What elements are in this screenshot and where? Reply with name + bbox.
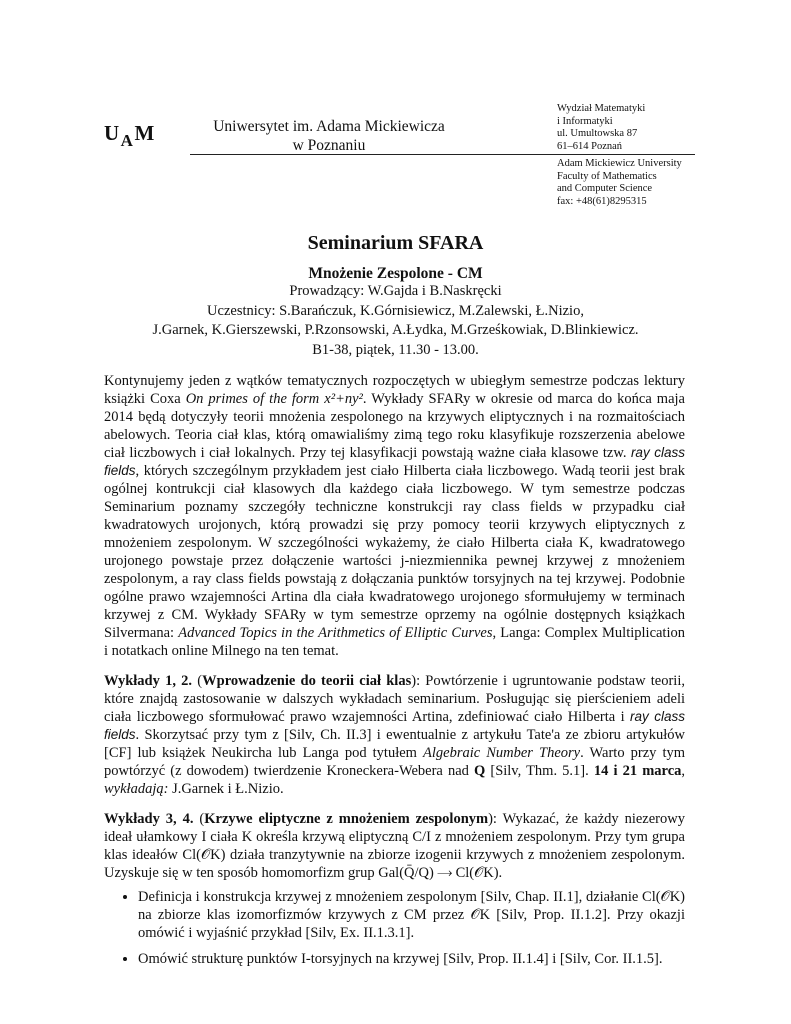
lecture-label: Wykłady 3, 4.: [104, 811, 194, 827]
address-line: 61–614 Poznań: [557, 140, 623, 152]
term-ray-class-fields: ray class fields: [104, 445, 686, 478]
list-item: • Omówić strukturę punktów I-torsyjnych na krzywej [Silv, Prop. II.1.4] i [Silv, Cor. II.1.5].: [138, 950, 685, 968]
intro-paragraph: [104, 372, 685, 660]
lecture-3-4-paragraph: Wykłady 3, 4. (Krzywe eliptyczne z mnożeniem zespolonym): Wykazać, że każdy niezerowy ideał ułamkowy I ciała K określa krzywą eliptyczną C/I z mnożeniem zespolonym. Przy tym grupa klas ideałów Cl(𝒪K) działa tranzytywnie na zbiorze izogenii krzywych z mnożeniem zespolonym. Uzyskuje się w ten sposób homomorfizm grup Gal(Q̄/Q) ⟶ Cl(𝒪K).: [104, 811, 685, 881]
address-line: Adam Mickiewicz University: [557, 158, 682, 169]
address-polish: [557, 103, 717, 153]
lecturers: J.Garnek i Ł.Nizio.: [168, 781, 284, 797]
list-item: • Definicja i konstrukcja krzywej z mnożeniem zespolonym [Silv, Chap. II.1], działanie Cl(𝒪K) na zbiorze klas izomorfizmów krzywych z CM przez 𝒪K [Silv, Prop. II.1.2]. Przy okazji omówić i wyjaśnić przykład [Silv, Ex. II.1.3.1].: [138, 888, 685, 942]
address-line: Wydział Matematyki: [557, 103, 646, 114]
document-subtitle: Mnożenie Zespolone - CM: [308, 265, 483, 282]
lecture-topic: Wprowadzenie do teorii ciał klas: [202, 673, 412, 689]
participants-line-1: Uczestnicy: S.Barańczuk, K.Górnisiewicz, M.Zalewski, Ł.Nizio,: [207, 302, 584, 319]
lecture-label: Wykłady 1, 2.: [104, 673, 193, 689]
text-run: ): Powtórzenie i ugruntowanie podstaw teorii, które znajdą zastosowanie w dalszych wykładach seminarium. Posługując się pierścieniem adeli ciała liczbowego sformułować prawo wzajemności Artina, zdefiniować ciało Hilberta i: [104, 673, 685, 725]
participants-line-2: J.Garnek, K.Gierszewski, P.Rzonsowski, A.Łydka, M.Grześkowiak, D.Blinkiewicz.: [152, 322, 639, 338]
address-line: and Computer Science: [557, 183, 653, 194]
lecture-1-2-paragraph: Wykłady 1, 2. (Wprowadzenie do teorii ciał klas): Powtórzenie i ugruntowanie podstaw teorii, które znajdą zastosowanie w dalszych wykładach seminarium. Posługując się pierścieniem adeli ciała liczbowego sformułować prawo wzajemności Artina, zdefiniować ciało Hilberta i ray class fields. Skorzytsać przy tym z [Silv, Ch. II.3] i ewentualnie z artykułu Tate'a ze zbioru artykułów [CF] lub książek Neukircha lub Langa pod tytułem Algebraic Number Theory. Warto przy tym powtórzyć (z dowodem) twierdzenie Kroneckera-Webera nad Q [Silv, Thm. 5.1]. 14 i 21 marca, wykładają: J.Garnek i Ł.Nizio.: [104, 673, 686, 797]
text-run: ): Wykazać, że każdy niezerowy ideał ułamkowy I ciała K określa krzywą eliptyczną C/I z mnożeniem zespolonym. Przy tym grupa klas ideałów Cl(𝒪K) działa tranzytywnie na zbiorze izogenii krzywych z mnożeniem zespolonym. Uzyskuje się w ten sposób homomorfizm grup Gal(Q̄/Q) ⟶ Cl(𝒪K).: [104, 811, 685, 881]
text-run: . Warto przy tym powtórzyć (z dowodem) twierdzenie Kroneckera-Webera nad: [104, 745, 685, 779]
text-run: , Langa: Complex Multiplication i notatkach online Milnego na ten temat.: [104, 625, 685, 659]
leaders-line: Prowadzący: W.Gajda i B.Naskręcki: [289, 283, 502, 299]
logo-m: M: [134, 121, 155, 145]
address-line: Faculty of Mathematics: [557, 170, 657, 182]
text-run: , których szczególnym przykładem jest ciało Hilberta ciała liczbowego. Wadą teorii jest brak ogólnej kontrukcji ciał klasowych dla każdego ciała liczbowego. W tym semestrze podczas Seminarium poznamy szczegóły techniczne konstrukcji ray class fields w przypadku ciał kwadratowych urojonych, którą prowadzi się przy pomocy teorii krzywych eliptycznych z mnożeniem zespolonym. W szczególności wykażemy, że ciało Hilberta ciała K, kwadratowego urojonego powstaje przez dołączenie wartości j-niezmiennika pewnej krzywej z mnożeniem zespolonym, a ray class fields powstają z dołączania punktów torsyjnych na tej krzywej. Podobnie ogólne prawo wzajemności Artina dla ciała kwadratowego urojonego sformułujemy w terminach krzywej z CM. Wykłady SFARy w tym semestrze oprzemy na ogólnie dostępnych książkach Silvermana:: [104, 463, 685, 641]
text-run: . Skorzytsać przy tym z [Silv, Ch. II.3] i ewentualnie z artykułu Tate'a ze zbioru artykułów [CF] lub książek Neukircha lub Langa pod tytułem: [104, 727, 685, 761]
address-divider: [557, 154, 695, 155]
logo-a: A: [120, 131, 134, 150]
lecture-3-4-list: [104, 888, 685, 968]
address-line: i Informatyki: [557, 115, 613, 127]
letterhead-divider: [190, 154, 557, 155]
rationals-symbol: Q: [473, 763, 486, 779]
document-title: Seminarium SFARA: [307, 232, 484, 254]
address-line: ul. Umultowska 87: [557, 128, 638, 139]
text-run: . Wykłady SFARy w okresie od marca do końca maja 2014 będą dotyczyły teorii mnożenia zespolonego na krzywych eliptycznych i na rozmaitościach abelowych. Teoria ciał klas, którą omawialiśmy zimą tego roku klasyfikuje rozszerzenia abelowe ciał liczbowych i ciał lokalnych. Przy tej klasyfikacji powstają ważne ciała klasowe tzw.: [104, 391, 685, 461]
place-time-line: B1-38, piątek, 11.30 - 13.00.: [312, 341, 479, 358]
text-run: Kontynujemy jeden z wątków tematycznych rozpoczętych w ubiegłym semestrze podczas lektury książki Coxa: [104, 373, 685, 407]
lecture-topic: Krzywe eliptyczne z mnożeniem zespolonym: [204, 811, 489, 827]
book-title: On primes of the form x²+ny²: [185, 391, 363, 407]
university-line-2: w Poznaniu: [292, 137, 366, 154]
address-english: [557, 158, 717, 208]
book-title: Advanced Topics in the Arithmetics of Elliptic Curves: [178, 625, 493, 641]
uam-logo: [104, 121, 155, 150]
seminar-info: [100, 282, 691, 360]
university-line-1: Uniwersytet im. Adama Mickiewicza: [213, 118, 445, 135]
text-run: [Silv, Thm. 5.1].: [485, 763, 594, 779]
university-name: [196, 117, 462, 155]
term-ray-class-fields: ray class fields: [104, 709, 685, 742]
document-body: [104, 372, 685, 976]
lecture-date: 14 i 21 marca: [593, 763, 682, 779]
logo-u: U: [104, 121, 120, 145]
lecturers-label: wykładają:: [104, 781, 169, 797]
book-title: Algebraic Number Theory: [423, 745, 581, 761]
address-line: fax: +48(61)8295315: [557, 195, 647, 207]
